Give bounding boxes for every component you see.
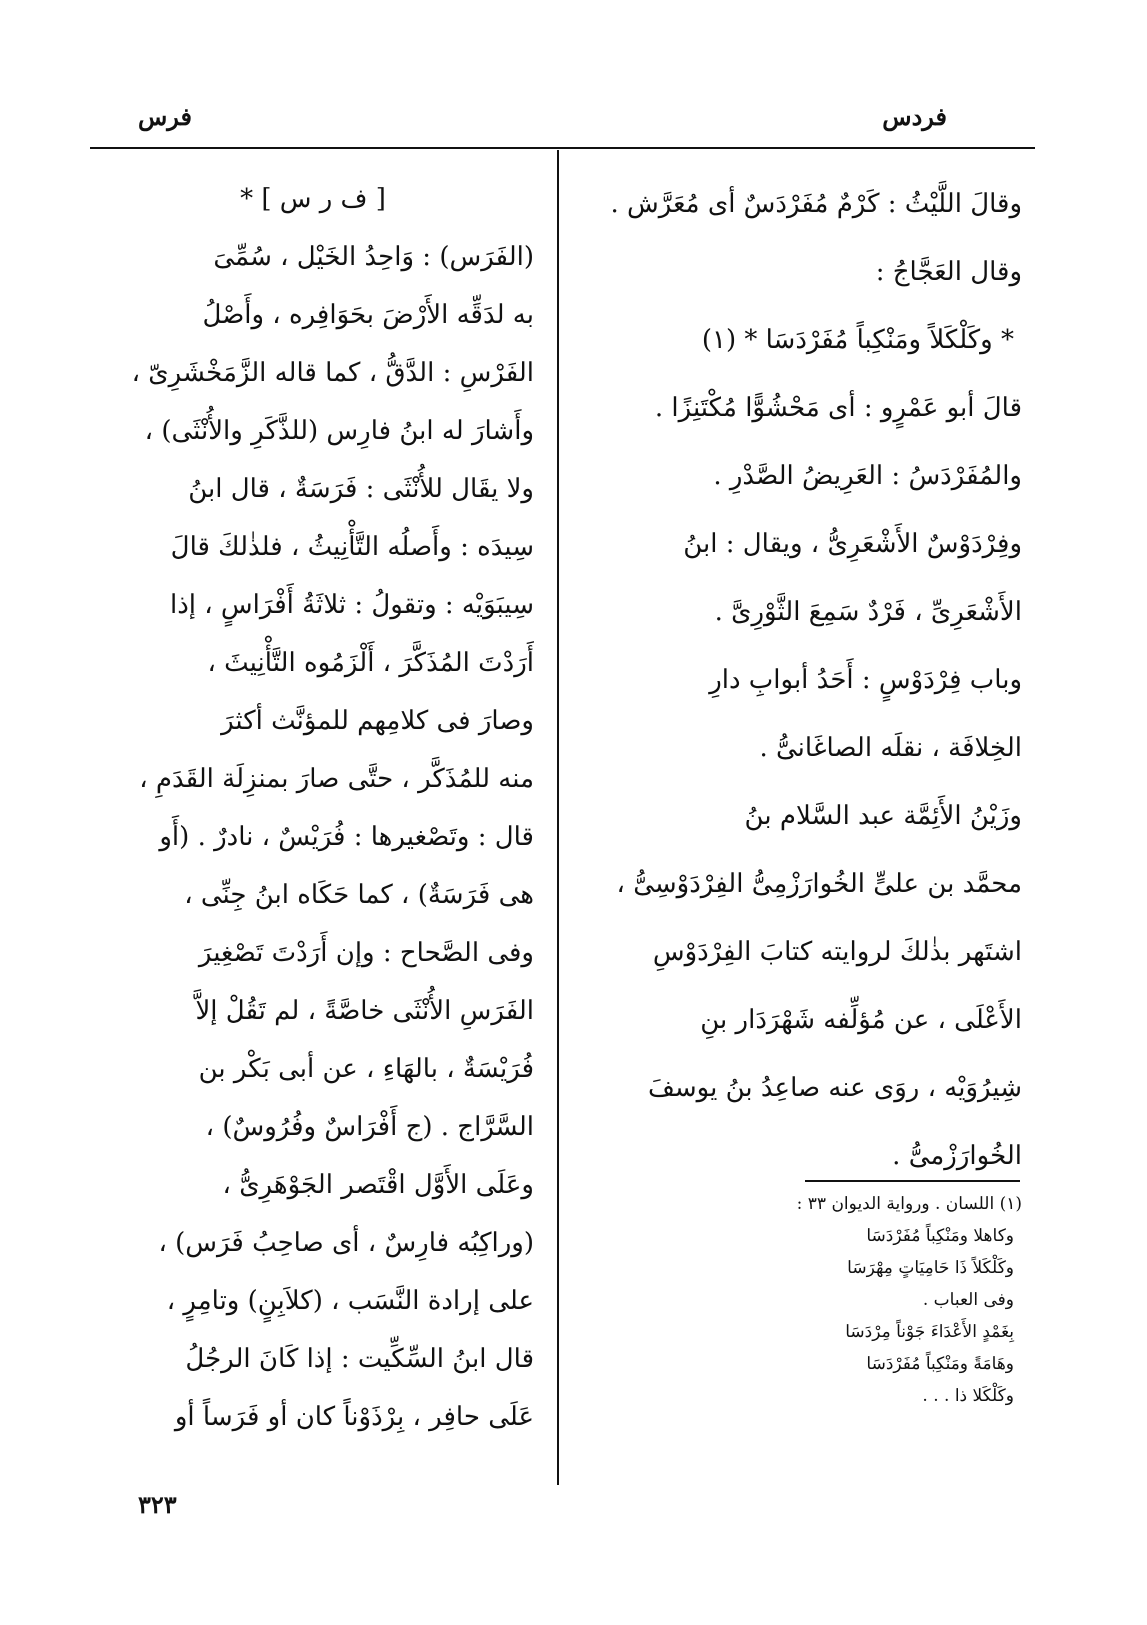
text-line: (وراكِبُه فارِسٌ ، أى صاحِبُ فَرَس) ،	[158, 1228, 534, 1258]
text-line: سِيبَوَيْه : وتقولُ : ثلاثَةُ أَفْرَاسٍ ، إذا	[169, 590, 534, 620]
text-line: عَلَى حافِر ، بِرْذَوْناً كان أو فَرَساً أو	[174, 1402, 534, 1432]
text-line: وصارَ فى كلامِهم للمؤنَّث أكثرَ	[221, 706, 534, 736]
verse-line: * وكَلْكَلاً ومَنْكِباً مُفَرْدَسَا * (١)	[701, 325, 1014, 355]
text-line: (الفَرَس) : وَاحِدُ الخَيْل ، سُمِّىَ	[213, 242, 534, 272]
text-line: منه للمُذَكَّر ، حتَّى صارَ بمنزِلَة القَدَمِ ،	[139, 764, 534, 794]
text-line: أَرَدْتَ المُذَكَّرَ ، أَلْزَمُوه التَّأْنِيثَ ،	[207, 648, 534, 678]
page-number: ٣٢٣	[138, 1490, 177, 1519]
text-line: فُرَيْسَةٌ ، بالهَاءِ ، عن أبى بَكْر بن	[198, 1054, 534, 1084]
footnote-line: وكاهلا ومَنْكِباً مُفَرْدَسَا	[866, 1226, 1014, 1246]
text-line: الأَعْلَى ، عن مُؤلِّفه شَهْرَدَار بنِ	[700, 1005, 1022, 1035]
text-line: قال ابنُ السِّكِّيت : إذا كَانَ الرجُلُ	[185, 1344, 534, 1374]
text-line: اشتَهر بذٰلكَ لروايته كتابَ الفِرْدَوْسِ	[652, 937, 1022, 967]
footnotes	[596, 1188, 1022, 1412]
footnote-line: وكَلْكَلاً ذَا حَامِيَاتٍ مِهْرَسَا	[847, 1258, 1014, 1278]
text-line: ولا يقَال للأُنْثَى : فَرَسَةٌ ، قال ابنُ	[188, 474, 534, 504]
footnote-line: وفى العباب .	[922, 1290, 1014, 1310]
text-line: هى فَرَسَةٌ) ، كما حَكَاه ابنُ جِنِّى ،	[184, 880, 534, 910]
text-line: وأَشارَ له ابنُ فارِس (للذَّكَرِ والأُنْثَى) ،	[144, 416, 534, 446]
footnote-line: وكَلْكَلا ذا . . .	[922, 1386, 1014, 1406]
left-column	[92, 170, 534, 1446]
text-line: على إرادة النَّسَب ، (كلاَبِنٍ) وتامِرٍ ،	[166, 1286, 534, 1316]
footnote-line: وهَامَةً ومَنْكِباً مُفَرْدَسَا	[866, 1354, 1014, 1374]
text-line: السَّرَّاج . (ج أَفْرَاسٌ وفُرُوسٌ) ،	[205, 1112, 534, 1142]
text-line: الخُوارَزْمىُّ .	[892, 1141, 1022, 1171]
text-line: وقالَ اللَّيْثُ : كَرْمٌ مُفَرْدَسٌ أى مُعَرَّش .	[610, 189, 1022, 219]
text-line: وزَيْنُ الأَئِمَّة عبد السَّلام بنُ	[744, 801, 1022, 831]
text-line: به لدَقِّه الأَرْضَ بحَوَافِره ، وأَصْلُ	[202, 300, 534, 330]
entry-heading: [ ف ر س ] *	[240, 184, 386, 214]
text-line: قالَ أبو عَمْرٍو : أى مَحْشُوًّا مُكْتَنِزًا .	[654, 393, 1022, 423]
text-line: وباب فِرْدَوْسٍ : أَحَدُ أبوابِ دارِ	[709, 665, 1022, 695]
footnote-line: بِغَمْدٍ الأَعْدَاءَ جَوْناً مِرْدَسَا	[845, 1322, 1014, 1342]
text-line: سِيدَه : وأَصلُه التَّأْنِيثُ ، فلذٰلكَ قالَ	[170, 532, 534, 562]
running-header-left: فرس	[138, 102, 193, 131]
text-line: الفَرْسِ : الدَّقُّ ، كما قاله الزَّمَخْشَرِىّ ،	[131, 358, 534, 388]
running-header-right: فردس	[882, 102, 947, 131]
text-line: محمَّد بن علىٍّ الخُوارَزْمِىُّ الفِرْدَوْسِىُّ ،	[616, 869, 1022, 899]
text-line: وفِرْدَوْسٌ الأَشْعَرِىُّ ، ويقال : ابنُ	[683, 529, 1022, 559]
text-line: شِيرُوَيْه ، روَى عنه صاعِدُ بنُ يوسفَ	[647, 1073, 1022, 1103]
text-line: وقال العَجَّاجُ :	[875, 257, 1022, 287]
text-line: الفَرَسِ الأُنْثَى خاصَّةً ، لم تَقُلْ إلاَّ	[195, 996, 534, 1026]
right-column	[592, 170, 1022, 1190]
text-line: الخِلافَة ، نقلَه الصاغَانىُّ .	[759, 733, 1022, 763]
text-line: وفى الصَّحاح : وإن أَرَدْتَ تَصْغِيرَ	[198, 938, 534, 968]
text-line: الأَشْعَرِىِّ ، فَرْدٌ سَمِعَ الثَّوْرِىَّ .	[714, 597, 1022, 627]
text-line: قال : وتَصْغيرها : فُرَيْسٌ ، نادرٌ . (أَو	[159, 822, 534, 852]
footnote-line: (١) اللسان . ورواية الديوان ٣٣ :	[796, 1194, 1022, 1214]
text-line: وعَلَى الأَوَّل اقْتَصر الجَوْهَرِىُّ ،	[222, 1170, 534, 1200]
column-divider	[557, 150, 559, 1485]
footnote-rule	[805, 1180, 1020, 1182]
text-line: والمُفَرْدَسُ : العَرِيضُ الصَّدْرِ .	[713, 461, 1022, 491]
header-rule	[90, 147, 1035, 149]
